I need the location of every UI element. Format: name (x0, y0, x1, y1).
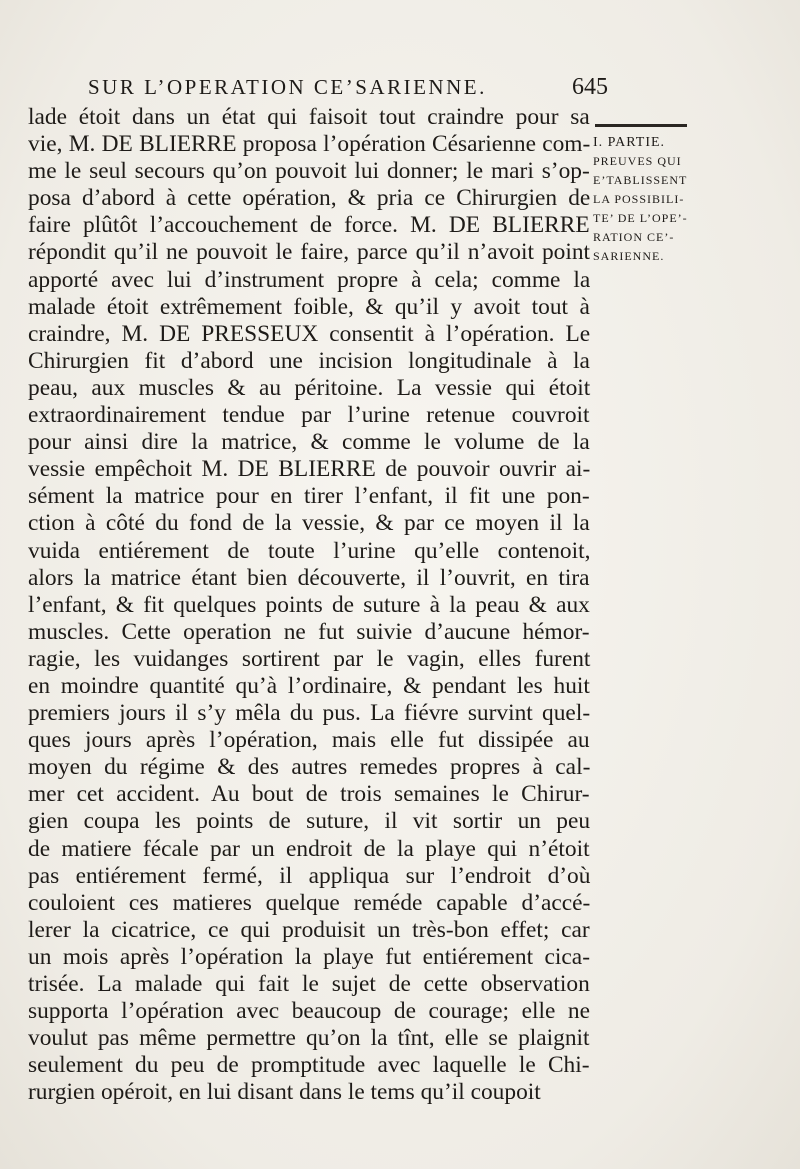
text-line: posa d’abord à cette opération, & pria ce Chirurgien de (28, 185, 591, 212)
marginal-line: I. PARTIE. (593, 135, 666, 150)
marginal-line: E’TABLISSENT (593, 173, 688, 187)
text-line: voulut pas même permettre qu’on la tînt, elle se plaignit (28, 1025, 590, 1052)
text-line: couloient ces matieres quelque reméde capable d’accé- (28, 889, 591, 916)
marginal-line: RATION CE’- (593, 230, 675, 244)
page-number: 645 (572, 74, 608, 100)
text-line: en moindre quantité qu’à l’ordinaire, & pendant les huit (28, 672, 590, 699)
text-line: premiers jours il s’y mêla du pus. La fiévre survint quel- (28, 700, 591, 727)
text-line: peau, aux muscles & au péritoine. La vessie qui étoit (28, 374, 591, 401)
text-line: vie, M. DE BLIERRE proposa l’opération Césarienne com- (28, 131, 591, 158)
text-line: de matiere fécale par un endroit de la playe qui n’étoit (28, 835, 590, 862)
marginal-line: SARIENNE. (593, 249, 665, 263)
text-line: lerer la cicatrice, ce qui produisit un très-bon effet; car (28, 916, 590, 943)
text-line: ction à côté du fond de la vessie, & par ce moyen il la (28, 510, 590, 537)
text-line: l’enfant, & fit quelques points de suture à la peau & aux (28, 591, 590, 618)
text-line: répondit qu’il ne pouvoit le faire, parce qu’il n’avoit point (28, 239, 591, 266)
text-line: gien coupa les points de suture, il vit sortir un peu (28, 808, 591, 835)
text-line: supporta l’opération avec beaucoup de courage; elle ne (28, 998, 591, 1025)
text-line: vessie empêchoit M. DE BLIERRE de pouvoir ouvrir ai- (28, 456, 591, 483)
marginal-note (593, 133, 703, 266)
text-line: rurgien opéroit, en lui disant dans le tems qu’il coupoit (28, 1079, 541, 1106)
text-line: apporté avec lui d’instrument propre à cela; comme la (28, 266, 591, 293)
text-line: extraordinairement tendue par l’urine retenue couvroit (28, 402, 590, 429)
text-line: muscles. Cette operation ne fut suivie d’aucune hémor- (28, 618, 590, 645)
text-line: craindre, M. DE PRESSEUX consentit à l’opération. Le (28, 320, 591, 347)
text-line: me le seul secours qu’on pouvoit lui donner; le mari s’op- (28, 158, 590, 185)
running-header (88, 74, 608, 104)
text-line: ragie, les vuidanges sortirent par le vagin, elles furent (28, 645, 591, 672)
text-line: ques jours après l’opération, mais elle fut dissipée au (28, 727, 590, 754)
marginal-line: PREUVES QUI (593, 154, 682, 168)
text-line: Chirurgien fit d’abord une incision longitudinale à la (28, 347, 590, 374)
text-line: vuida entiérement de toute l’urine qu’elle contenoit, (28, 537, 591, 564)
text-line: sément la matrice pour en tirer l’enfant, il fit une pon- (28, 483, 590, 510)
text-line: moyen du régime & des autres remedes propres à cal- (28, 754, 591, 781)
body-text (28, 104, 590, 1106)
text-line: malade étoit extrêmement foible, & qu’il y avoit tout à (28, 293, 590, 320)
text-line: trisée. La malade qui fait le sujet de cette observation (28, 971, 590, 997)
text-line: mer cet accident. Au bout de trois semaines le Chirur- (28, 781, 590, 808)
text-line: alors la matrice étant bien découverte, il l’ouvrit, en tira (28, 564, 590, 591)
text-line: un mois après l’opération la playe fut entiérement cica- (28, 943, 590, 970)
text-line: pour ainsi dire la matrice, & comme le volume de la (28, 429, 590, 456)
text-line: lade étoit dans un état qui faisoit tout craindre pour sa (28, 104, 590, 130)
marginal-rule (595, 124, 687, 127)
text-line: pas entiérement fermé, il appliqua sur l’endroit d’où (28, 862, 591, 889)
marginal-line: TE’ DE L’OPE’- (593, 211, 688, 225)
marginal-line: LA POSSIBILI- (593, 192, 685, 206)
text-line: faire plûtôt l’accouchement de force. M. DE BLIERRE (28, 212, 590, 239)
running-title: SUR L’OPERATION CE’SARIENNE. (88, 75, 487, 99)
text-line: seulement du peu de promptitude avec laquelle le Chi- (28, 1052, 590, 1079)
